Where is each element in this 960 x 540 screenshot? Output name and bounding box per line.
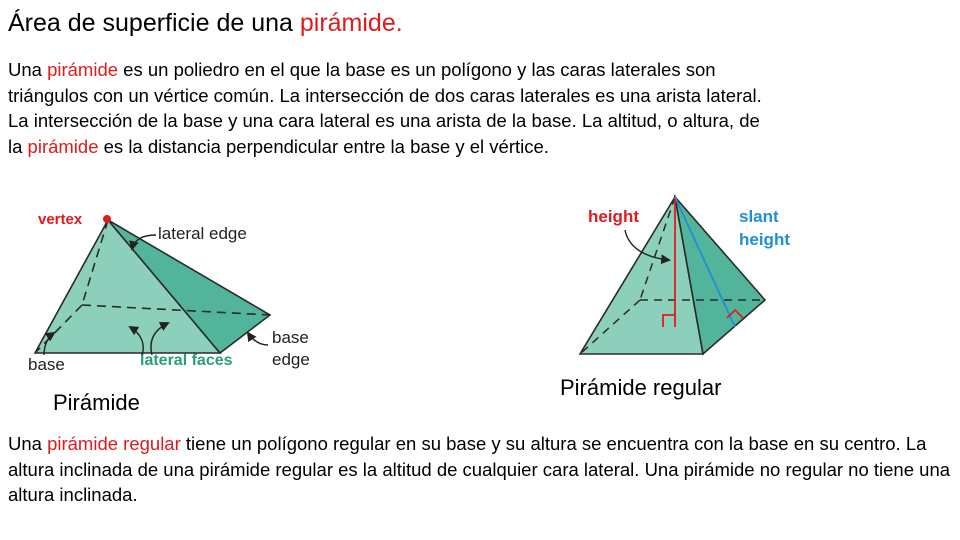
label-lateral-edge: lateral edge [158, 224, 247, 243]
label-base: base [28, 355, 65, 374]
label-base-edge-1: base [272, 328, 309, 347]
pyramid-diagram [20, 205, 350, 375]
intro-term-piramide-1: pirámide [47, 59, 119, 80]
regular-pyramid-diagram [575, 192, 825, 357]
page-title [8, 8, 403, 39]
label-lateral-faces: lateral faces [140, 352, 233, 369]
label-slant-2: height [739, 230, 790, 249]
figure-caption-piramide-regular: Pirámide regular [560, 375, 722, 400]
outro-text-1: Una [8, 433, 48, 454]
title-text: Área de superficie de una [8, 9, 300, 37]
intro-paragraph [8, 57, 768, 159]
intro-text-2: es un poliedro en el que la base es un polígono y las caras laterales son triángulos con un vértice común. La intersección de dos caras laterales es una arista lateral. La intersección de la base y una cara lateral es una arista de la base. La altitud, o altura, de la [8, 59, 762, 157]
outro-text-2: tiene un polígono regular en su base y su altura se encuentra con la base en su centro. La altura inclinada de una pirámide regular es la altitud de cualquier cara lateral. Una pirámide no regular no tiene una altura inclinada. [8, 433, 951, 506]
title-highlight: pirámide. [299, 9, 403, 37]
intro-text-1: Una [8, 59, 48, 80]
intro-term-piramide-2: pirámide [27, 135, 99, 157]
arrow-base-edge [248, 333, 268, 345]
outro-term-piramide-regular: pirámide regular [47, 433, 181, 454]
label-base-edge-2: edge [272, 350, 310, 369]
figure-caption-piramide: Pirámide [53, 390, 140, 415]
label-vertex: vertex [38, 211, 83, 228]
vertex-dot [103, 215, 111, 223]
label-slant-1: slant [739, 207, 779, 226]
outro-paragraph [8, 431, 953, 508]
label-height: height [588, 207, 639, 226]
intro-text-3: es la distancia perpendicular entre la base y el vértice. [98, 135, 549, 157]
